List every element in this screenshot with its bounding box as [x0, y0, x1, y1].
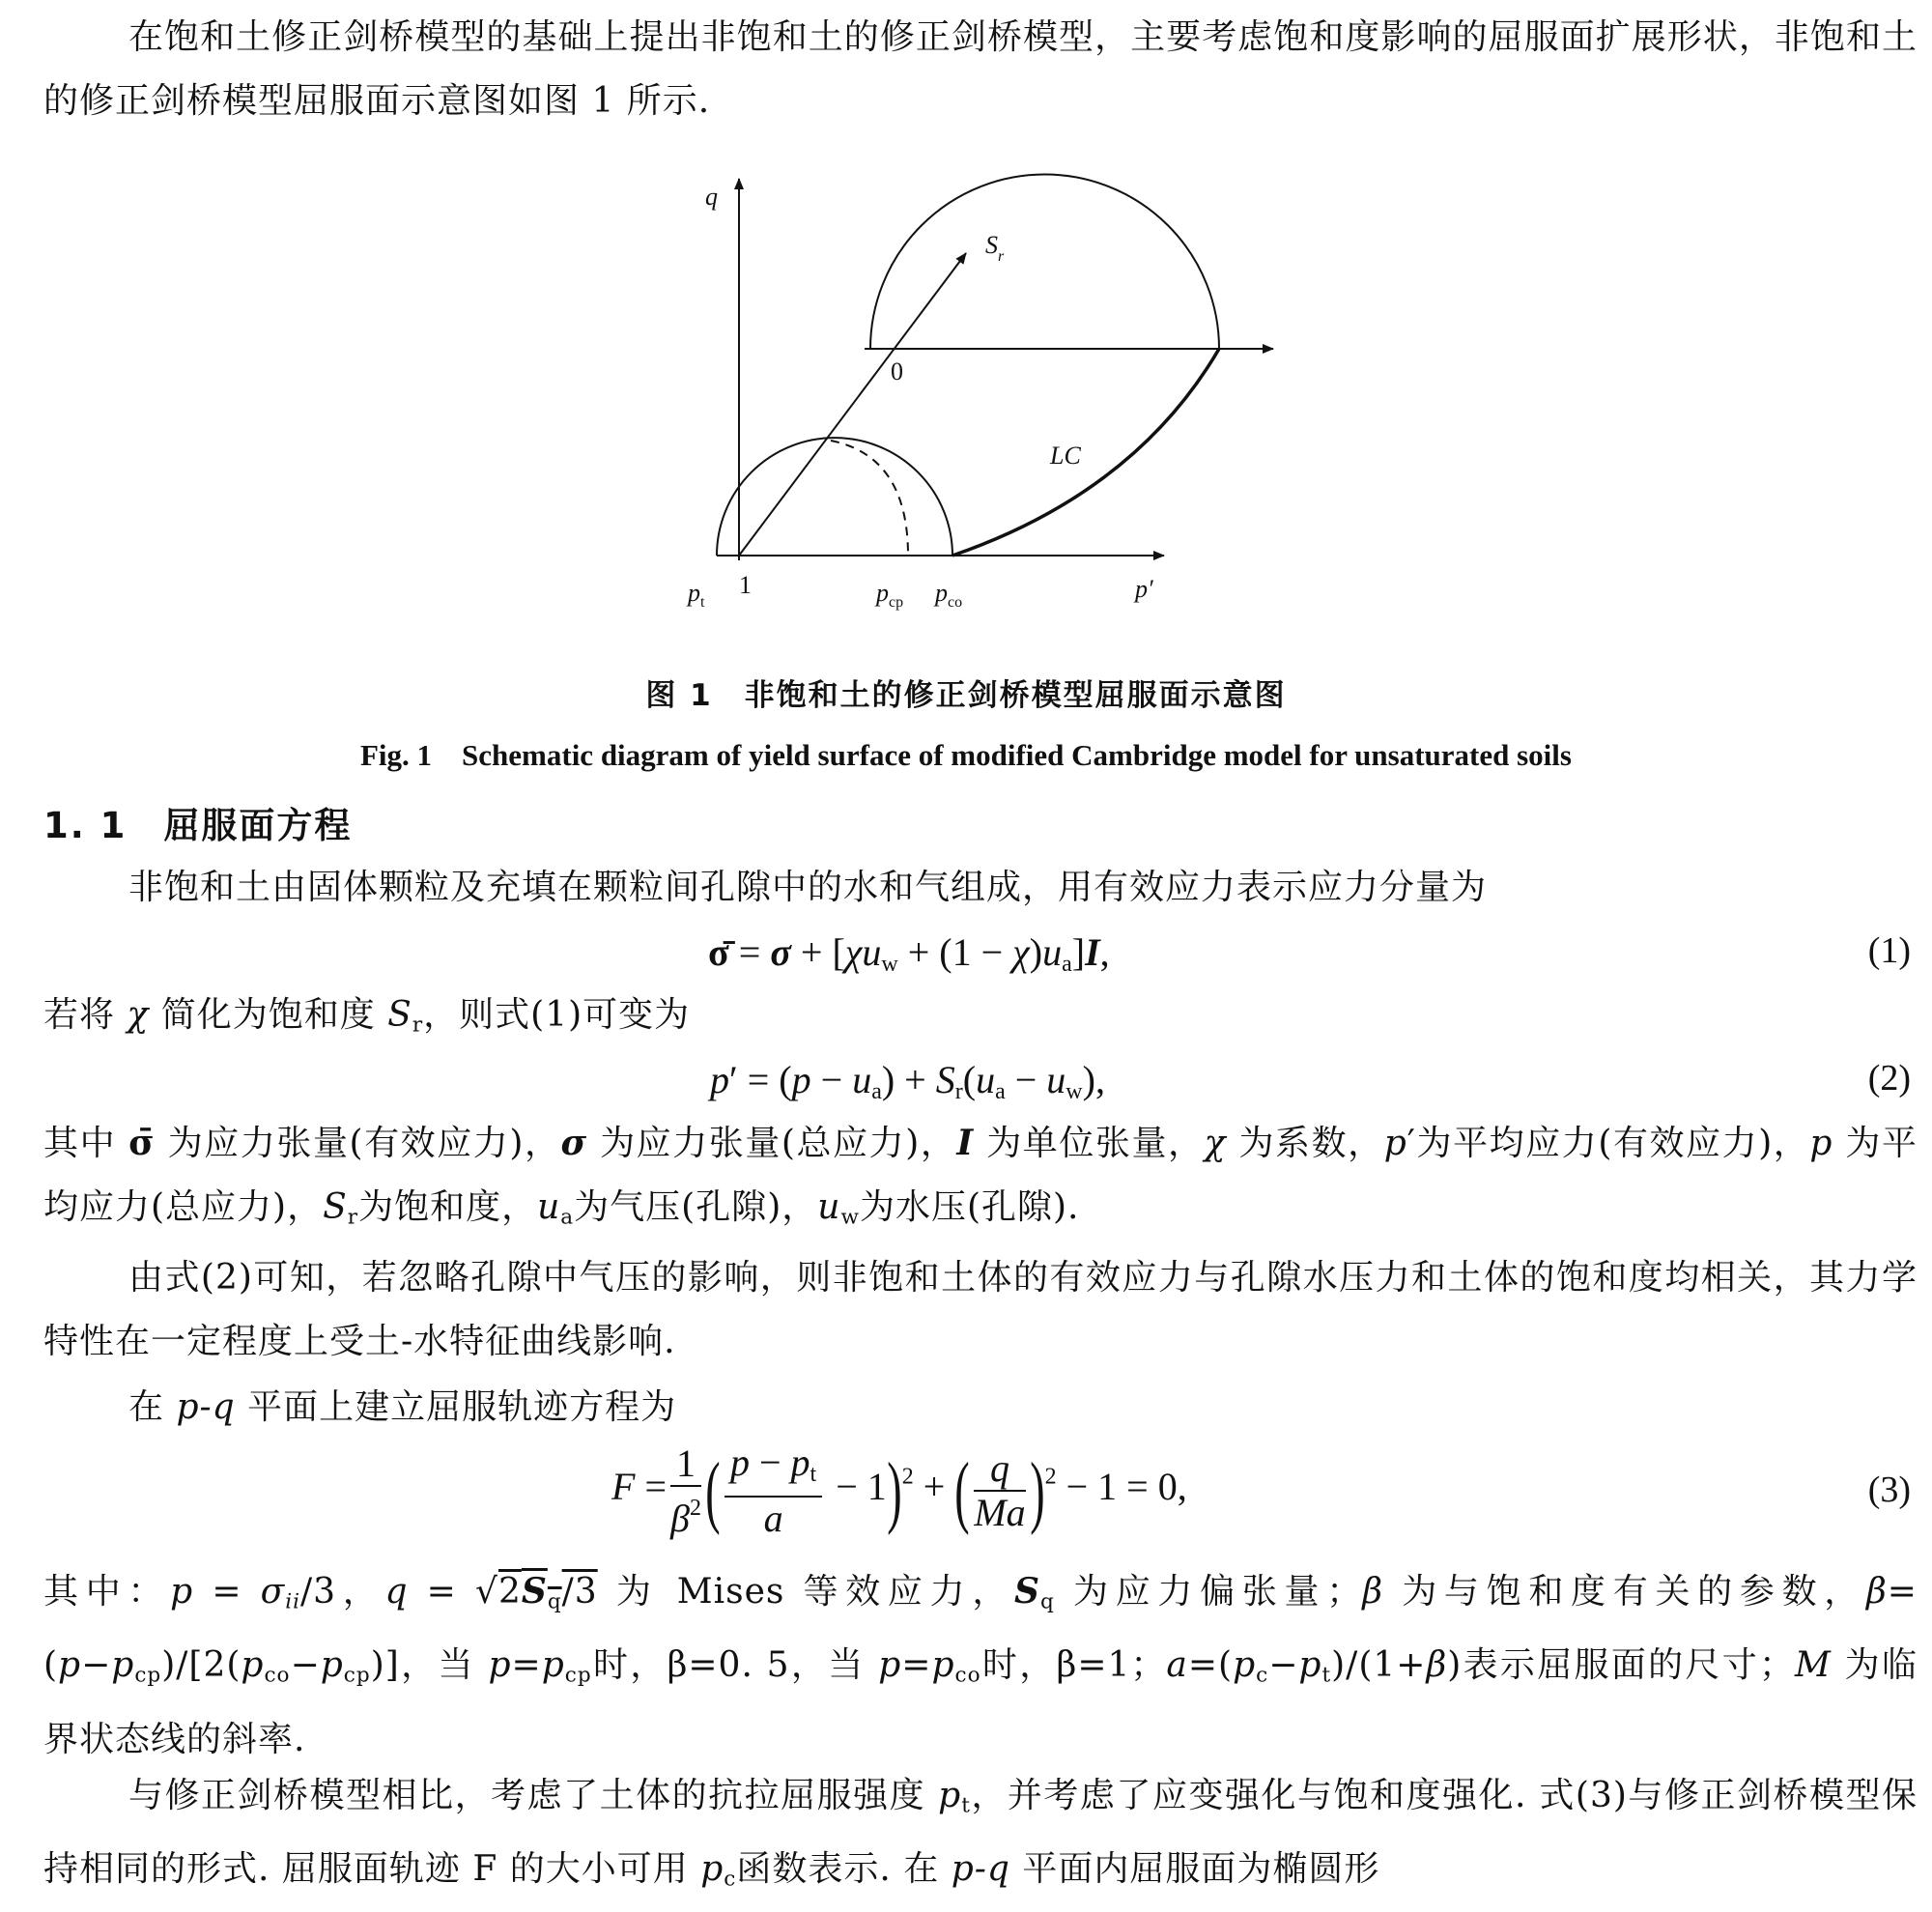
paragraph-5: 在 p-q 平面上建立屈服轨迹方程为	[128, 1387, 677, 1427]
equation-3: F = $\frac{1}{\beta^2}$ ( $\frac{p - p_t}{a}$ − 1)$^2$ + ( $\frac{q}{Ma}$ )$^2$ − 1 = 0, (3)	[611, 1441, 1911, 1540]
equation-2: $p' = (p - u_a) + S_r(u_a - u_w)$, (2)	[710, 1058, 1911, 1104]
figure-caption-en: Fig. 1 Schematic diagram of yield surface of modified Cambridge model for unsaturated soils	[360, 738, 1572, 772]
paragraph-4: 由式(2)可知，若忽略孔隙中气压的影响，则非饱和土体的有效应力与孔隙水压力和土体的饱和度均相关，其力学特性在一定程度上受土-水特征曲线影响.	[43, 1258, 1918, 1361]
q-label: q	[705, 183, 718, 211]
pco-label: $p_{co}$	[935, 579, 963, 611]
section-number: 1. 1	[43, 805, 128, 846]
paragraph-1: 非饱和土由固体颗粒及充填在颗粒间孔隙中的水和气组成，用有效应力表示应力分量为	[128, 868, 1488, 907]
equation-1-number: (1)	[1867, 930, 1911, 971]
paragraph-6: 其中：$p = \sigma_{ii}/3$，$q = √2S_q/3$ 为 Mises 等效应力，$S_q$ 为应力偏张量；β 为与饱和度有关的参数，$\beta=(p-p_{cp})/[2(p_{co}-p_{cp})]$，当 $p=p_{cp}$时，β=0. 5，当 $p=p_{co}$时，β=1；$a=(p_c-p_t)/(1+\beta)$表示屈服面的尺寸；M 为临界状态线的斜率.	[43, 1571, 1918, 1759]
paragraph-7: 与修正剑桥模型相比，考虑了土体的抗拉屈服强度 $p_t$，并考虑了应变强化与饱和度强化. 式(3)与修正剑桥模型保持相同的形式. 屈服面轨迹 F 的大小可用 $p_c$函数表示. 在 p-q 平面内屈服面为椭圆形	[43, 1776, 1918, 1892]
equation-3-number: (3)	[1867, 1470, 1911, 1510]
origin-label: 0	[891, 357, 903, 385]
section-title: 屈服面方程	[163, 805, 353, 846]
pcp-label: $p_{cp}$	[876, 579, 904, 611]
paragraph-2: 若将 χ 简化为饱和度 $S_r$，则式(1)可变为	[43, 995, 691, 1038]
upper-yield-surface	[870, 175, 1219, 350]
yield-surface-diagram	[0, 0, 1932, 657]
intro-line-2: 展形状，非饱和土的修正剑桥模型屈服面示意图如图 1 所示.	[43, 17, 1918, 121]
lc-label: LC	[1050, 442, 1081, 470]
section-heading	[43, 796, 352, 848]
sr-arrow	[739, 253, 966, 556]
pt-label: $p_t$	[688, 579, 705, 611]
equation-1: σ̄ = $\sigma + [\chi u_w + (1 - \chi)u_a]I$, (1)	[708, 930, 1911, 977]
dashed-yield-surface	[831, 441, 908, 556]
one-label: 1	[739, 571, 752, 599]
sr-label: $S_r$	[985, 231, 1005, 265]
p-prime-label: p′	[1135, 575, 1153, 603]
figure-caption-cn: 图 1 非饱和土的修正剑桥模型屈服面示意图	[645, 678, 1287, 713]
paragraph-3: 其中 σ̄ 为应力张量(有效应力)，σ 为应力张量(总应力)，I 为单位张量，χ 为系数，p′为平均应力(有效应力)，p 为平均应力(总应力)，$S_r$为饱和度，$u_a$为气压(孔隙)，$u_w$为水压(孔隙).	[43, 1123, 1918, 1230]
intro-line-1: 在饱和土修正剑桥模型的基础上提出非饱和土的修正剑桥模型，主要考虑饱和度影响的屈服面扩	[128, 17, 1632, 57]
lc-curve	[952, 349, 1219, 556]
equation-2-number: (2)	[1867, 1058, 1911, 1099]
